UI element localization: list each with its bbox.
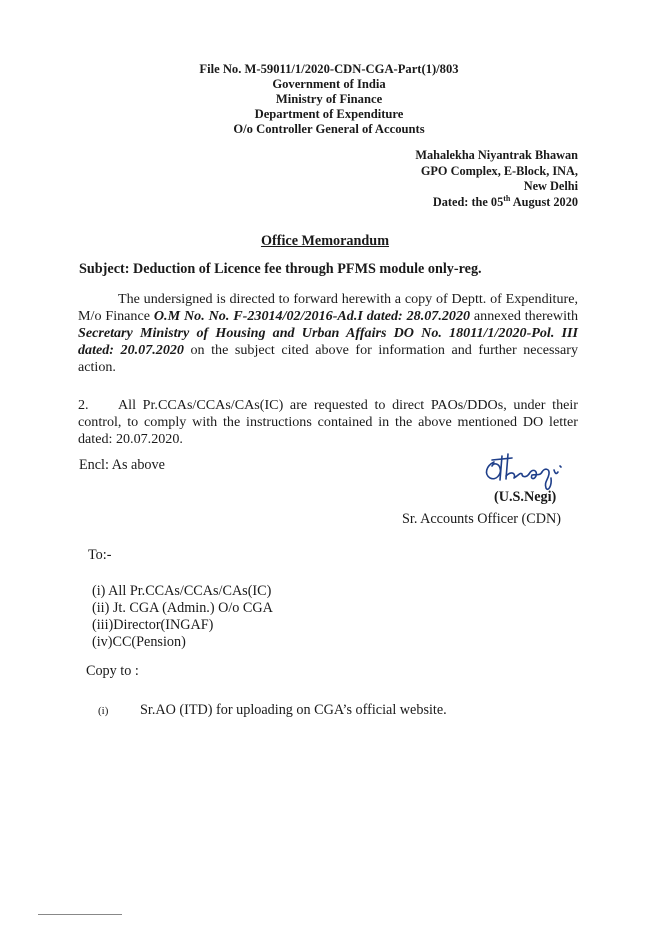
date-ordinal: th (503, 193, 511, 203)
para1-om-reference: O.M No. No. F-23014/02/2016-Ad.I dated: 28.07.2020 (153, 308, 471, 324)
list-item: (ii) Jt. CGA (Admin.) O/o CGA (92, 600, 273, 616)
enclosure-note: Encl: As above (79, 457, 165, 473)
to-label: To:- (88, 547, 112, 563)
date-line (415, 195, 578, 211)
list-item: (iv)CC(Pension) (92, 634, 186, 650)
recipient-list (92, 583, 273, 651)
date-suffix: August 2020 (510, 194, 578, 209)
para2-number: 2. (78, 397, 89, 413)
para1-do-reference: Secretary Ministry of Housing and Urban Affairs DO No. 18011/1/2020-Pol. III dated: 20.07.2020 (78, 325, 578, 358)
handwritten-signature (472, 446, 582, 494)
letterhead-line-department: Department of Expenditure (254, 107, 404, 121)
office-address (415, 148, 578, 210)
address-line-3: New Delhi (523, 179, 578, 193)
para2-text: All Pr.CCAs/CCAs/CAs(IC) are requested to direct PAOs/DDOs, under their control, to comply with the instructions contained in the above mentioned DO letter dated: 20.07.2020. (78, 397, 578, 447)
signer-designation: Sr. Accounts Officer (CDN) (402, 511, 561, 527)
copy-list-item (98, 702, 447, 719)
letterhead (0, 62, 650, 137)
copy-item-text: Sr.AO (ITD) for uploading on CGA’s official website. (140, 702, 447, 718)
paragraph-1 (78, 291, 578, 376)
letterhead-line-office: O/o Controller General of Accounts (233, 122, 425, 136)
address-line-2: GPO Complex, E-Block, INA, (420, 163, 578, 178)
file-number: File No. M-59011/1/2020-CDN-CGA-Part(1)/803 (199, 62, 459, 76)
list-item: (i) All Pr.CCAs/CCAs/CAs(IC) (92, 583, 272, 599)
signer-name: (U.S.Negi) (494, 489, 557, 505)
subject-line: Subject: Deduction of Licence fee through PFMS module only-reg. (79, 261, 482, 277)
letterhead-line-government: Government of India (272, 77, 386, 91)
para1-text-2: annexed therewith (470, 308, 578, 324)
document-title: Office Memorandum (260, 233, 390, 249)
letterhead-line-ministry: Ministry of Finance (275, 92, 383, 106)
list-item: (iii)Director(INGAF) (92, 617, 214, 633)
para1-text-3: on the subject cited above for information and further necessary action. (78, 342, 578, 375)
footer-rule (38, 914, 122, 915)
para1-text-1: The undersigned is directed to forward herewith a copy of Deptt. of Expenditure, M/o Finance (78, 291, 578, 324)
paragraph-2 (78, 397, 578, 448)
address-line-1: Mahalekha Niyantrak Bhawan (415, 148, 578, 162)
copy-item-number: (i) (98, 705, 109, 717)
copy-to-label: Copy to : (86, 663, 139, 679)
date-prefix: Dated: the 05 (432, 194, 504, 209)
